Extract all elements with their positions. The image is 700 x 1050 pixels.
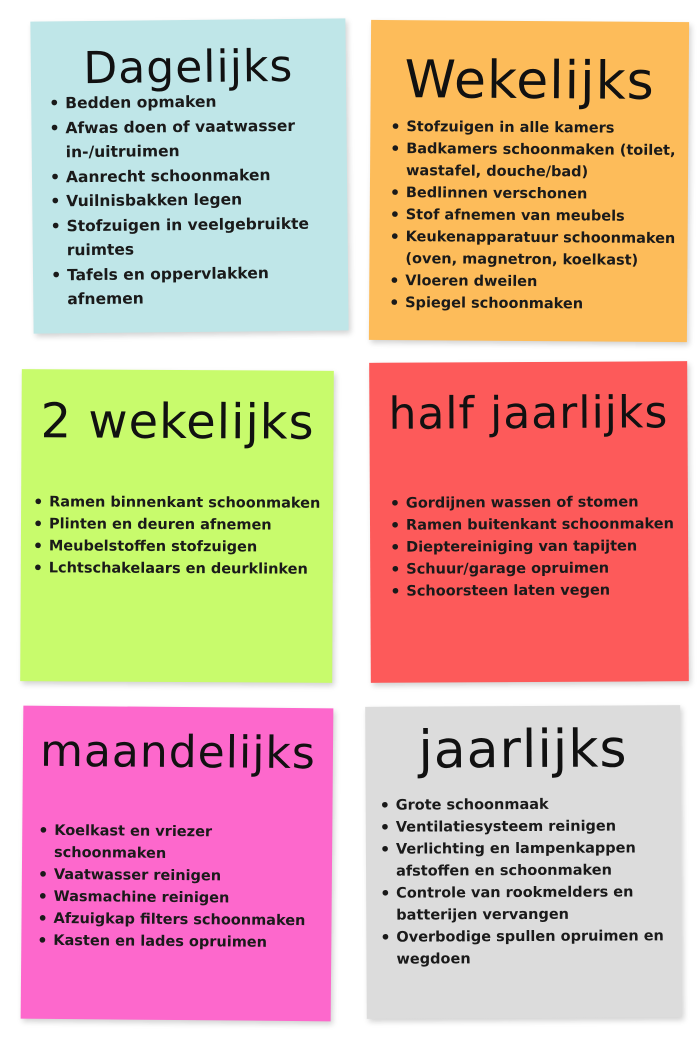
list-item: • Keukenapparatuur schoonmaken (oven, magnetron, koelkast) [389, 226, 679, 272]
note-title: half jaarlijks [388, 387, 669, 440]
task-list [389, 116, 680, 316]
task-list [33, 491, 328, 581]
list-item: • Koelkast en vriezer schoonmaken [38, 820, 328, 867]
note-jaarlijks [365, 705, 682, 1019]
note-title: jaarlijks [418, 719, 628, 781]
list-item: • Vaatwasser reinigen [38, 864, 328, 889]
list-item: • Spiegel schoonmaken [389, 292, 679, 316]
note-maandelijks [21, 706, 334, 1022]
task-list [390, 491, 681, 603]
list-item: • Stof afnemen van meubels [390, 204, 680, 228]
list-item: • Ramen buitenkant schoonmaken [390, 513, 680, 537]
list-item: • Ventilatiesysteem reinigen [380, 815, 670, 839]
note-title: 2 wekelijks [40, 393, 315, 451]
note-title: Wekelijks [404, 50, 655, 112]
list-item: • Overbodige spullen opruimen en wegdoen [380, 925, 670, 971]
note-2-wekelijks [20, 369, 334, 683]
list-item: • Vloeren dweilen [389, 270, 679, 294]
list-item: • Afzuigkap filters schoonmaken [37, 908, 327, 933]
note-title: Dagelijks [83, 40, 294, 95]
list-item: • Grote schoonmaak [380, 793, 670, 817]
list-item: • Bedlinnen verschonen [390, 182, 680, 206]
list-item: • Afwas doen of vaatwasser in-/uitruimen [49, 113, 319, 165]
list-item: • Plinten en deuren afnemen [33, 513, 328, 537]
list-item: • Tafels en oppervlakken afnemen [51, 260, 321, 312]
task-list [49, 89, 321, 312]
list-item: • Schuur/garage opruimen [390, 557, 680, 581]
task-list [380, 793, 671, 971]
list-item: • Wasmachine reinigen [38, 886, 328, 911]
task-list [37, 820, 328, 955]
note-half-jaarlijks [369, 361, 689, 683]
list-item: • Bedden opmaken [49, 89, 319, 116]
list-item: • Kasten en lades opruimen [37, 930, 327, 955]
list-item: • Dieptereiniging van tapijten [390, 535, 680, 559]
list-item: • Gordijnen wassen of stomen [390, 491, 680, 515]
list-item: • Meubelstoffen stofzuigen [33, 535, 328, 559]
list-item: • Badkamers schoonmaken (toilet, wastafel, douche/bad) [390, 138, 680, 184]
note-title: maandelijks [39, 725, 317, 780]
list-item: • Aanrecht schoonmaken [50, 162, 320, 189]
note-dagelijks [30, 18, 348, 333]
list-item: • Ramen binnenkant schoonmaken [33, 491, 328, 515]
list-item: • Lchtschakelaars en deurklinken [33, 557, 328, 581]
note-wekelijks [369, 20, 689, 342]
list-item: • Controle van rookmelders en batterijen vervangen [380, 881, 670, 927]
list-item: • Stofzuigen in alle kamers [390, 116, 680, 140]
list-item: • Verlichting en lampenkappen afstoffen en schoonmaken [380, 837, 670, 883]
list-item: • Stofzuigen in veelgebruikte ruimtes [50, 211, 320, 263]
list-item: • Schoorsteen laten vegen [390, 579, 680, 603]
list-item: • Vuilnisbakken legen [50, 187, 320, 214]
